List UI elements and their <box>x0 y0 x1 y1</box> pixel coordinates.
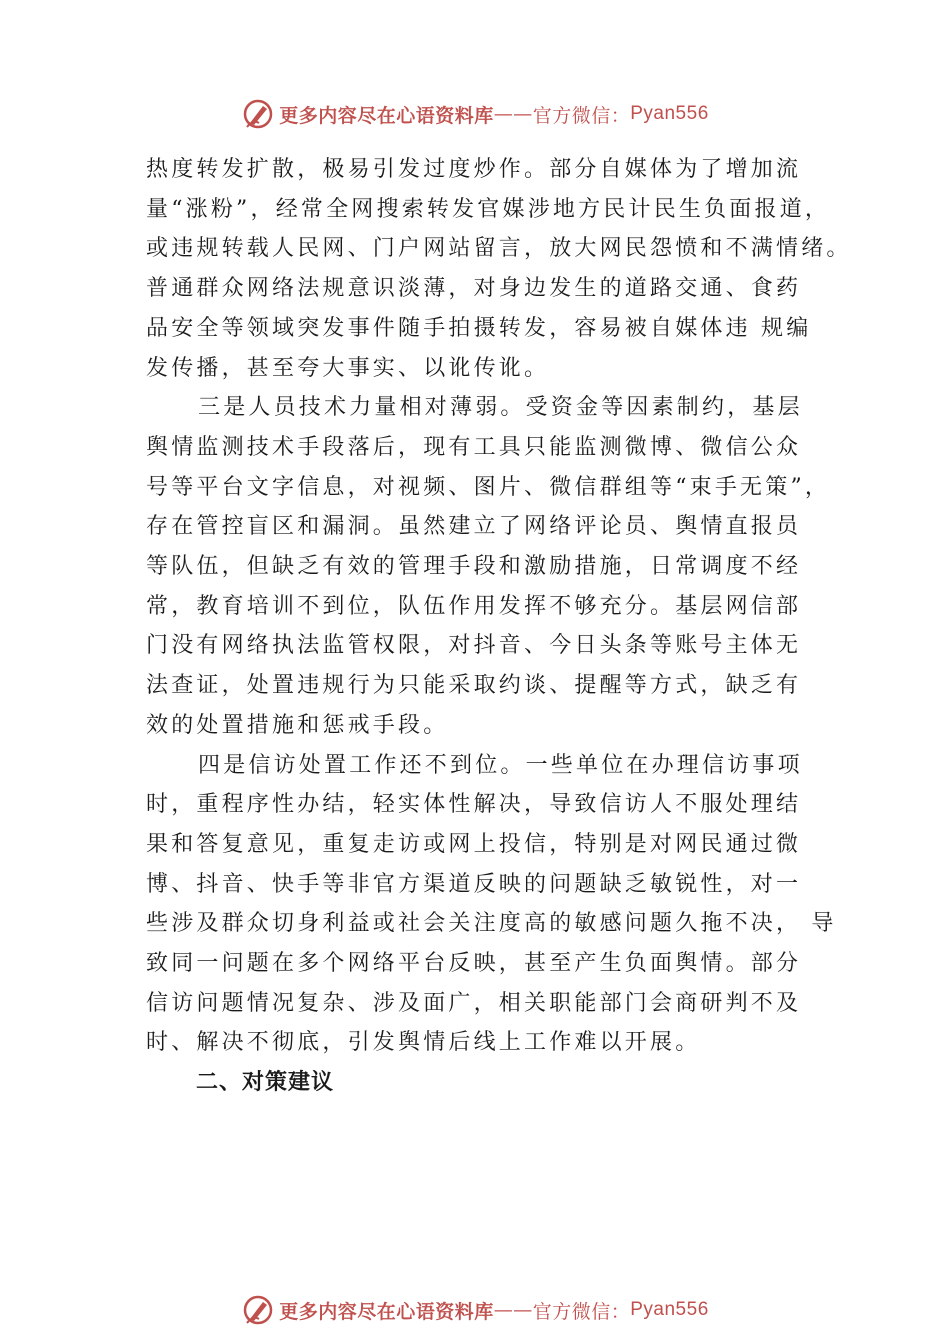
paragraph-2 <box>146 388 846 745</box>
text-line: 普通群众网络法规意识淡薄，对身边发生的道路交通、食药 <box>146 276 802 302</box>
text-line: 时，重程序性办结，轻实体性解决，导致信访人不服处理结 <box>146 792 802 818</box>
banner-account: Pyan556 <box>630 1299 709 1320</box>
section-heading: 二、对策建议 <box>196 1070 335 1096</box>
text-line: 门没有网络执法监管权限，对抖音、今日头条等账号主体无 <box>146 633 802 659</box>
banner-main-text: 更多内容尽在心语资料库 <box>279 1300 494 1323</box>
text-line: 热度转发扩散，极易引发过度炒作。部分自媒体为了增加流 <box>146 157 802 182</box>
text-line: 发传播，甚至夸大事实、以讹传讹。 <box>146 355 550 381</box>
text-line: 时、解决不彻底，引发舆情后线上工作难以开展。 <box>146 1030 701 1056</box>
header-banner <box>0 94 950 134</box>
text-line: 果和答复意见，重复走访或网上投信，特别是对网民通过微 <box>146 831 802 857</box>
paragraph-3 <box>146 746 846 1064</box>
text-line: 舆情监测技术手段落后，现有工具只能监测微博、微信公众 <box>146 434 802 460</box>
text-line: 信访问题情况复杂、涉及面广，相关职能部门会商研判不及 <box>146 990 802 1016</box>
banner-dash: —— <box>493 1299 533 1321</box>
footer-banner <box>0 1290 950 1330</box>
text-line: 或违规转载人民网、门户网站留言，放大网民怨愤和不满情绪。 <box>146 236 852 262</box>
text-line: 效的处置措施和惩戒手段。 <box>146 712 449 738</box>
banner-account: Pyan556 <box>630 103 709 124</box>
paragraph-1 <box>146 150 852 388</box>
text-line: 等队伍，但缺乏有效的管理手段和激励措施，日常调度不经 <box>146 554 802 580</box>
text-line: 常，教育培训不到位，队伍作用发挥不够充分。基层网信部 <box>146 593 802 619</box>
banner-wechat-label: 官方微信： <box>532 104 631 127</box>
pen-seal-icon <box>241 97 275 131</box>
text-line: 法查证，处置违规行为只能采取约谈、提醒等方式，缺乏有 <box>146 673 802 699</box>
text-line: 三是人员技术力量相对薄弱。受资金等因素制约，基层 <box>198 395 803 421</box>
pen-seal-icon <box>241 1293 275 1327</box>
text-line: 致同一问题在多个网络平台反映，甚至产生负面舆情。部分 <box>146 951 802 977</box>
text-line: 品安全等领域突发事件随手拍摄转发，容易被自媒体违 规编 <box>146 315 812 341</box>
text-line: 些涉及群众切身利益或社会关注度高的敏感问题久拖不决， 导 <box>146 911 837 937</box>
text-line: 博、抖音、快手等非官方渠道反映的问题缺乏敏锐性，对一 <box>146 871 802 897</box>
text-line: 四是信访处置工作还不到位。一些单位在办理信访事项 <box>198 752 803 778</box>
text-line: 存在管控盲区和漏洞。虽然建立了网络评论员、舆情直报员 <box>146 514 802 540</box>
text-line: 量“涨粉”，经常全网搜索转发官媒涉地方民计民生负面报道， <box>146 196 831 222</box>
banner-wechat-label: 官方微信： <box>532 1300 631 1323</box>
document-body <box>146 150 852 1103</box>
text-line: 号等平台文字信息，对视频、图片、微信群组等“束手无策”， <box>146 474 831 500</box>
banner-dash: —— <box>493 103 533 125</box>
banner-main-text: 更多内容尽在心语资料库 <box>279 104 494 127</box>
